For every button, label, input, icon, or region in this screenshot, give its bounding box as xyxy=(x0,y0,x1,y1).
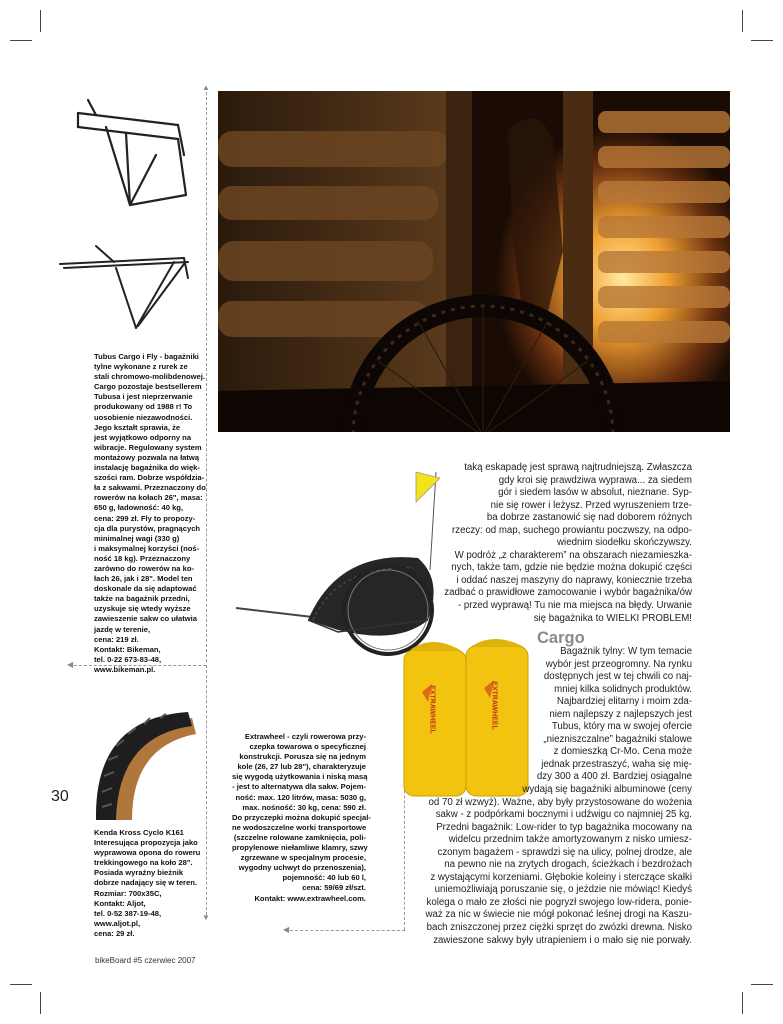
text-line: Posiada wyraźny bieżnik xyxy=(94,868,184,878)
text-line: konstrukcji. Porusza się na jednym xyxy=(239,752,366,762)
text-line: uniemożliwiają poruszanie się, o jeżdzie nie mówiąc! Kiedyś xyxy=(434,884,692,896)
crop-mark xyxy=(751,984,773,985)
text-line: tylne wykonane z rurek ze xyxy=(94,362,188,372)
text-line: Extrawheel - czyli rowerowa przy- xyxy=(244,732,366,741)
rack-fly-illustration xyxy=(56,238,196,333)
text-line: wygodny uchwyt do przenoszenia), xyxy=(238,863,366,873)
crop-mark xyxy=(10,40,32,41)
text-line: Najbardziej elitarny i moim zda- xyxy=(556,696,692,708)
text-line: instalację bagażnika do więk- xyxy=(94,463,200,473)
text-line: czonym bagażem - sprawdzi się na ulicy, polnej drodze, ale xyxy=(437,846,692,858)
text-line: Kenda Kross Cyclo K161 xyxy=(94,828,184,837)
text-line: Cargo pozostaje bestsellerem xyxy=(94,382,202,392)
text-line: dobrze nadający się w teren. xyxy=(94,878,197,888)
crop-mark xyxy=(40,992,41,1014)
caption-trailer xyxy=(232,732,371,904)
guide-line xyxy=(206,665,207,915)
arrow-left-icon: ◀ xyxy=(283,925,290,934)
text-line: Tubus Cargo i Fly - bagażniki xyxy=(94,352,199,361)
text-line: wibracje. Regulowany system xyxy=(94,442,202,452)
text-line: www.aljot.pl, xyxy=(94,918,141,928)
text-line: Kontakt: Aljot, xyxy=(94,898,146,908)
text-line: rzeczy: od map, suchego prowiantu poczwszy, na odpo- xyxy=(452,524,692,536)
text-line: niem najlepszy z najlepszych jest xyxy=(549,708,692,720)
text-line: gdy kroi się prawdziwa wyprawa... za siedem xyxy=(498,474,692,486)
text-line: zawieszenie sakw co ułatwia xyxy=(94,614,197,624)
text-line: Tubusa i jest nieprzerwanie xyxy=(94,392,193,402)
crop-mark xyxy=(742,992,743,1014)
text-line: z wystającymi korzeniami. Głębokie koleiny i sterczące skałki xyxy=(430,871,692,883)
bag-brand-label: EXTRAWHEEL xyxy=(428,685,436,734)
text-line: tel. 0-52 387-19-48, xyxy=(94,908,162,918)
guide-line xyxy=(74,665,206,666)
text-line: Tubus, który ma w swojej ofercie xyxy=(551,721,692,733)
text-line: (szczelne rolowane zamknięcia, poli- xyxy=(233,832,366,842)
text-line: czepka towarowa o specyficznej xyxy=(249,742,366,752)
text-line: sakw - z podpórkami bocznymi i udźwigu co najmniej 25 kg. xyxy=(435,809,692,821)
arrow-down-icon: ▼ xyxy=(202,913,210,922)
text-line: cena: 299 zł. Fly to propozy- xyxy=(94,513,196,523)
text-line: się bagażnika to WIELKI PROBLEM! xyxy=(533,612,692,624)
text-line: Jego kształt sprawia, że xyxy=(94,422,181,432)
bag-brand-label: EXTRAWHEEL xyxy=(490,681,498,730)
section-heading-cargo: Cargo xyxy=(537,629,585,647)
text-line: ła z sakwami. Przeznaczony do xyxy=(94,483,206,493)
text-line: kolega o mało ze złości nie pogryzł swojego low-ridera, ponie- xyxy=(426,896,692,908)
text-line: zarówno do rowerów na ko- xyxy=(94,563,194,573)
text-line: - przed wyprawą! Tu nie ma miejsca na błędy. Urwanie xyxy=(457,600,692,612)
text-line: minimalnej wagi (330 g) xyxy=(94,533,180,543)
text-line: ne wodoszczelne worki transportowe xyxy=(232,822,367,832)
text-line: dostępnych jest w tej chwili co naj- xyxy=(543,671,692,683)
arrow-up-icon: ▲ xyxy=(202,83,210,92)
text-line: wydają się bagażniki albuminowe (ceny xyxy=(522,784,692,796)
crop-mark xyxy=(742,10,743,32)
text-line: łach 26, jak i 28". Model ten xyxy=(94,574,193,584)
text-line: na pewno nie na zrytych drogach, ścieżkach i bezdrożach xyxy=(444,859,692,871)
text-line: www.bikeman.pl. xyxy=(94,664,156,674)
text-line: także na bagażnik przedni, xyxy=(94,594,190,604)
text-line: wiednim siodełku skończywszy. xyxy=(557,537,692,549)
text-line: od 70 zł wzwyż). Ważne, aby były przystosowane do wożenia xyxy=(428,796,692,808)
text-line: zadbać o prawidłowe zamocowanie i wybór bagażnika/ów xyxy=(444,587,692,599)
text-line: nie się rower i leżysz. Przed wyruszeniem trze- xyxy=(490,499,692,511)
footer-issue: bikeBoard #5 czerwiec 2007 xyxy=(95,956,196,965)
text-line: nych, także tam, gdzie nie będzie można dokupić części xyxy=(451,562,692,574)
text-line: propylenowe niełamliwe klamry, szwy xyxy=(232,843,368,853)
text-line: taką eskapadę jest sprawą najtrudniejszą. Zwłaszcza xyxy=(464,462,692,473)
article-body-intro xyxy=(436,462,692,625)
text-line: zgrzewane w specjalnym procesie, xyxy=(240,853,366,863)
arrow-left-icon: ◀ xyxy=(67,660,74,669)
article-body-cargo xyxy=(412,646,692,947)
guide-line xyxy=(290,930,405,931)
text-line: mniej kilka solidnych produktów. xyxy=(554,683,692,695)
crop-mark xyxy=(10,984,32,985)
text-line: uzyskuje się wtedy wyższe xyxy=(94,604,191,614)
text-line: waż za nic w świecie nie mógł pokonać leśnej drogi na Kaszu- xyxy=(425,909,692,921)
page-number: 30 xyxy=(51,788,69,805)
text-line: dzy 300 a 400 zł. Bardziej osiągalne xyxy=(536,771,692,783)
hero-photo xyxy=(218,91,730,432)
guide-line xyxy=(206,92,207,662)
text-line: zawieszone sakwy były utrapieniem i o mało się nie porwały. xyxy=(433,934,692,946)
text-line: cja dla purystów, pragnących xyxy=(94,523,201,533)
text-line: gór i siedem lasów w absolut, nieznane. Syp- xyxy=(498,487,692,499)
crop-mark xyxy=(751,40,773,41)
text-line: się wygodą użytkowania i niską masą xyxy=(232,772,368,782)
text-line: Bagażnik tylny: W tym temacie xyxy=(560,646,692,657)
text-line: Kontakt: Bikeman, xyxy=(94,644,161,654)
text-line: cena: 59/69 zł/szt. xyxy=(302,883,366,893)
crop-mark xyxy=(40,10,41,32)
text-line: tel. 0-22 673-83-48, xyxy=(94,654,162,664)
text-line: kole (26, 27 lub 28"), charakteryzuje xyxy=(237,762,366,772)
text-line: i maksymalnej korzyści (noś- xyxy=(94,543,200,553)
text-line: doskonale da się adaptować xyxy=(94,584,197,594)
caption-tire xyxy=(94,828,206,939)
text-line: cena: 29 zł. xyxy=(94,928,135,938)
text-line: z domieszką Cr-Mo. Cena może xyxy=(553,746,692,758)
text-line: Interesująca propozycja jako xyxy=(94,838,198,848)
text-line: rowerów na kołach 26", masa: xyxy=(94,493,203,503)
text-line: widelcu przednim także amortyzowanym z nisko umiesz- xyxy=(448,834,692,846)
text-line: ność: max. 120 litrów, masa: 5030 g, xyxy=(235,792,366,802)
caption-racks xyxy=(94,352,206,675)
text-line: i oddać naszej maszyny do naprawy, koniecznie trzeba xyxy=(456,574,692,586)
text-line: produkowany od 1988 r! To xyxy=(94,402,193,412)
text-line: Kontakt: www.extrawheel.com. xyxy=(254,893,366,903)
text-line: jest wyjątkowo odporny na xyxy=(94,432,192,442)
text-line: wyprawowa opona do roweru xyxy=(94,848,201,858)
text-line: trekkingowego na koło 28". xyxy=(94,858,193,868)
text-line: pojemność: 40 lub 60 l, xyxy=(282,873,366,883)
rack-cargo-illustration xyxy=(66,95,196,215)
text-line: wybór jest przeogromny. Na rynku xyxy=(545,658,692,670)
text-line: - jest to alternatywa dla sakw. Pojem- xyxy=(232,782,366,792)
text-line: bach zniszczonej przez ciężki sprzęt do zwózki drewna. Nisko xyxy=(426,922,692,934)
text-line: stali chromowo-molibdenowej. xyxy=(94,372,205,382)
text-line: jednak przestraszyć, waha się mię- xyxy=(541,758,692,770)
text-line: jazdę w terenie, xyxy=(94,624,151,634)
text-line: szości ram. Dobrze współdzia- xyxy=(94,473,205,483)
tire-illustration xyxy=(92,712,198,820)
text-line: max. nośność: 30 kg, cena: 590 zł. xyxy=(242,802,366,812)
text-line: ność 18 kg). Przeznaczony xyxy=(94,553,191,563)
text-line: ba dobrze zastanowić się nad doborem różnych xyxy=(486,512,692,524)
text-line: Rozmiar: 700x35C, xyxy=(94,888,162,898)
text-line: Do przyczepki można dokupić specjal- xyxy=(232,812,371,822)
text-line: cena: 219 zł. xyxy=(94,634,139,644)
text-line: Przedni bagażnik: Low-rider to typ bagażnika mocowany na xyxy=(436,821,692,833)
text-line: montażowy pozwala na łatwą xyxy=(94,452,200,462)
text-line: 650 g, ładowność: 40 kg, xyxy=(94,503,184,513)
text-line: „niezniszczalne” bagażniki stalowe xyxy=(543,733,692,745)
text-line: uosobienie niezawodności. xyxy=(94,412,193,422)
text-line: W podróż „z charakterem” na obszarach niezamieszka- xyxy=(454,549,692,561)
